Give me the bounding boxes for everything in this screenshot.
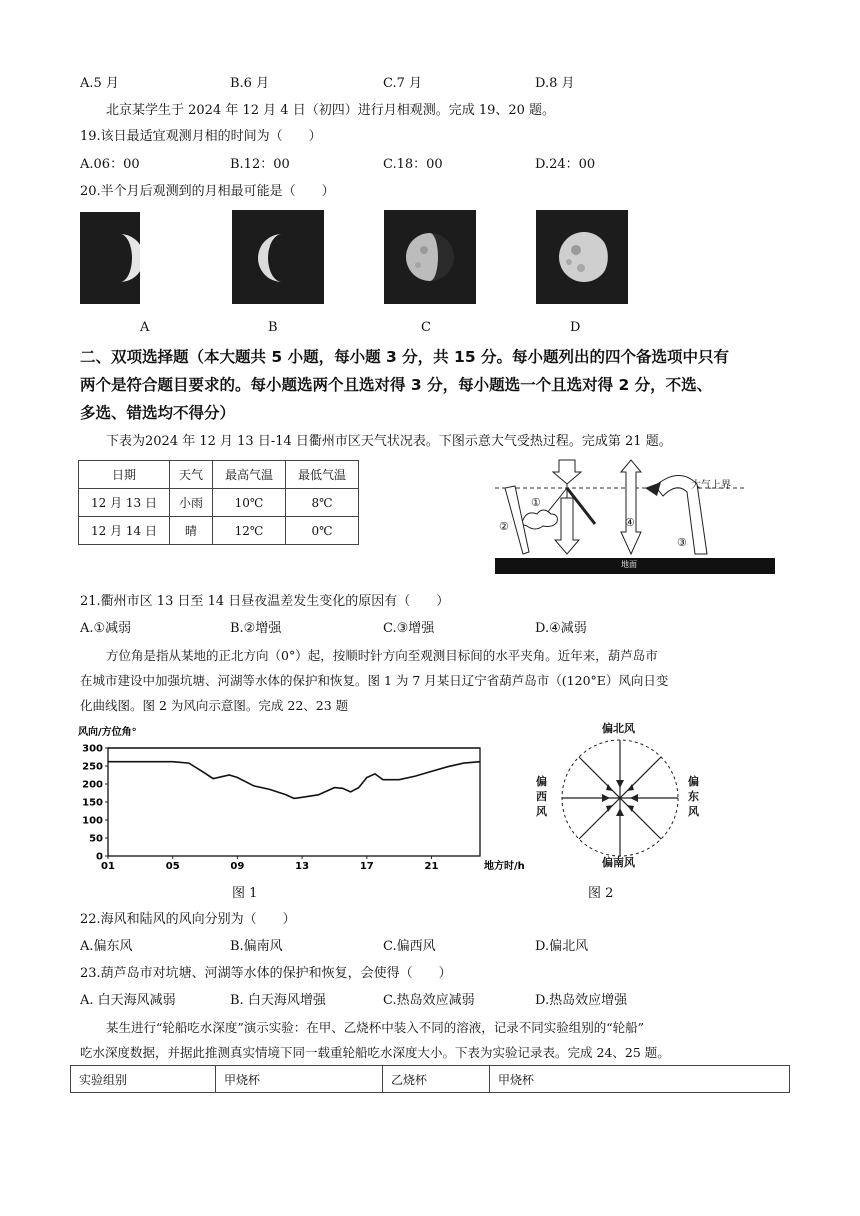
q19-option-a: A.06：00 — [80, 157, 140, 172]
q22-option-d: D.偏北风 — [535, 939, 589, 954]
y-tick-label: 250 — [82, 761, 103, 773]
q21-option-a: A.①减弱 — [80, 621, 132, 636]
x-axis-label: 地方时/h — [484, 861, 525, 872]
weather-cell: 8℃ — [286, 489, 359, 517]
x-tick-label: 05 — [165, 861, 180, 872]
q18-option-b: B.6 月 — [230, 76, 270, 91]
x-tick-label: 13 — [295, 861, 310, 872]
x-tick-label: 21 — [424, 861, 439, 872]
intro-22-23-line3: 化曲线图。图 2 为风向示意图。完成 22、23 题 — [80, 698, 349, 713]
diagram-marker-3: ③ — [677, 536, 687, 549]
q19-option-d: D.24：00 — [535, 157, 596, 172]
moon-photo-b — [232, 210, 324, 304]
weather-header-high: 最高气温 — [213, 461, 286, 489]
x-tick-label: 01 — [101, 861, 115, 872]
weather-cell: 12℃ — [213, 517, 286, 545]
q22-option-a: A.偏东风 — [80, 939, 133, 954]
moon-label-d: D — [570, 320, 581, 335]
q23-option-c: C.热岛效应减弱 — [383, 993, 475, 1008]
y-tick-label: 0 — [96, 851, 103, 863]
atmosphere-heating-diagram — [495, 458, 775, 576]
y-tick-label: 200 — [82, 779, 103, 791]
q23-option-d: D.热岛效应增强 — [535, 993, 628, 1008]
moon-label-a: A — [140, 320, 150, 335]
wind-compass-diagram — [530, 718, 710, 872]
intro-22-23-line1: 方位角是指从某地的正北方向（0°）起，按顺时针方向至观测目标间的水平夹角。近年来，葫芦岛市 — [106, 648, 658, 663]
intro-24-25-line1: 某生进行“轮船吃水深度”演示实验：在甲、乙烧杯中装入不同的溶液，记录不同实验组别的“轮船” — [106, 1020, 645, 1035]
diagram-ground-label: 地面 — [621, 560, 637, 569]
weather-header-date: 日期 — [79, 461, 170, 489]
compass-west-label: 偏西风 — [536, 775, 547, 818]
weather-header-low: 最低气温 — [286, 461, 359, 489]
exp-header-beaker-yi: 乙烧杯 — [383, 1066, 490, 1093]
weather-cell: 晴 — [170, 517, 213, 545]
exp-header-group: 实验组别 — [71, 1066, 216, 1093]
q21-option-c: C.③增强 — [383, 621, 435, 636]
moon-label-c: C — [421, 320, 431, 335]
series-line-1 — [108, 762, 480, 799]
q23-stem: 23.葫芦岛市对坑塘、河湖等水体的保护和恢复，会使得（ ） — [80, 966, 452, 981]
chart-plot-frame — [108, 748, 480, 856]
q21-option-b: B.②增强 — [230, 621, 282, 636]
q23-option-a: A. 白天海风减弱 — [80, 993, 176, 1008]
q19-option-b: B.12：00 — [230, 157, 290, 172]
weather-cell: 0℃ — [286, 517, 359, 545]
weather-table — [78, 460, 359, 545]
experiment-table — [70, 1065, 790, 1093]
section2-line2: 两个是符合题目要求的。每小题选两个且选对得 3 分，每小题选一个且选对得 2 分，不选、 — [80, 376, 713, 394]
q22-stem: 22.海风和陆风的风向分别为（ ） — [80, 912, 296, 927]
intro-19-20: 北京某学生于 2024 年 12 月 4 日（初四）进行月相观测。完成 19、20 题。 — [106, 103, 556, 118]
q19-option-c: C.18：00 — [383, 157, 443, 172]
weather-cell: 12 月 13 日 — [79, 489, 170, 517]
diagram-marker-2: ② — [499, 520, 509, 533]
compass-lines — [530, 718, 710, 872]
section2-line1: 二、双项选择题（本大题共 5 小题，每小题 3 分，共 15 分。每小题列出的四个备选项中只有 — [80, 348, 730, 366]
y-axis-label: 风向/方位角° — [78, 727, 137, 738]
q18-option-d: D.8 月 — [535, 76, 575, 91]
q21-option-d: D.④减弱 — [535, 621, 587, 636]
wind-direction-chart — [76, 720, 526, 872]
weather-cell: 10℃ — [213, 489, 286, 517]
q18-option-c: C.7 月 — [383, 76, 423, 91]
moon-photo-a — [80, 212, 140, 304]
figure2-caption: 图 2 — [588, 886, 614, 901]
q23-option-b: B. 白天海风增强 — [230, 993, 326, 1008]
weather-header-weather: 天气 — [170, 461, 213, 489]
q20-stem: 20.半个月后观测到的月相最可能是（ ） — [80, 184, 335, 199]
section2-line3: 多选、错选均不得分） — [80, 404, 236, 422]
exp-header-beaker-jia: 甲烧杯 — [216, 1066, 383, 1093]
table-row — [79, 489, 359, 517]
q19-stem: 19.该日最适宜观测月相的时间为（ ） — [80, 129, 322, 144]
compass-east-label: 偏东风 — [688, 775, 699, 818]
moon-photo-d — [536, 210, 628, 304]
x-tick-label: 17 — [359, 861, 374, 872]
q21-stem: 21.衢州市区 13 日至 14 日昼夜温差发生变化的原因有（ ） — [80, 594, 450, 609]
intro-21: 下表为2024 年 12 月 13 日-14 日衢州市区天气状况表。下图示意大气受热过程。完成第 21 题。 — [106, 434, 672, 449]
weather-cell: 小雨 — [170, 489, 213, 517]
compass-north-label: 偏北风 — [602, 722, 635, 735]
y-tick-label: 100 — [82, 815, 103, 827]
figure1-caption: 图 1 — [232, 886, 258, 901]
moon-photo-c — [384, 210, 476, 304]
x-tick-label: 09 — [230, 861, 245, 872]
q22-option-c: C.偏西风 — [383, 939, 436, 954]
exp-header-beaker-jia-2: 甲烧杯 — [490, 1066, 790, 1093]
q22-option-b: B.偏南风 — [230, 939, 283, 954]
intro-22-23-line2: 在城市建设中加强坑塘、河湖等水体的保护和恢复。图 1 为 7 月某日辽宁省葫芦岛市（(120°E）风向日变 — [80, 673, 669, 688]
q18-option-a: A.5 月 — [80, 76, 119, 91]
diagram-top-label: 大气上界 — [691, 480, 731, 491]
y-tick-label: 300 — [82, 743, 103, 755]
y-tick-label: 50 — [89, 833, 103, 845]
y-tick-label: 150 — [82, 797, 103, 809]
table-row — [79, 517, 359, 545]
moon-label-b: B — [268, 320, 278, 335]
weather-cell: 12 月 14 日 — [79, 517, 170, 545]
diagram-marker-4: ④ — [625, 516, 635, 529]
compass-south-label: 偏南风 — [602, 856, 635, 869]
intro-24-25-line2: 吃水深度数据，并据此推测真实情境下同一载重轮船吃水深度大小。下表为实验记录表。完成 24、25 题。 — [80, 1045, 670, 1060]
diagram-marker-1: ① — [531, 496, 541, 509]
